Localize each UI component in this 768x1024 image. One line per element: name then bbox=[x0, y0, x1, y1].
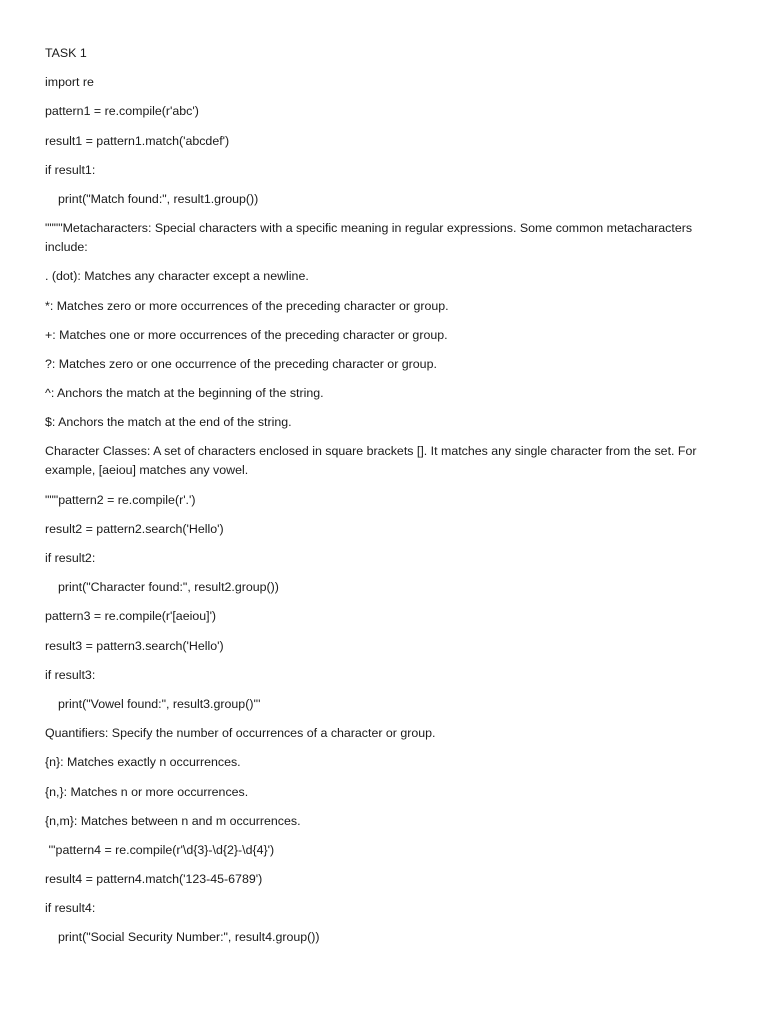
code-line: if result2: bbox=[45, 551, 96, 565]
code-line: import re bbox=[45, 75, 94, 90]
code-line: result2 = pattern2.search('Hello') bbox=[45, 521, 224, 536]
code-line: result4 = pattern4.match('123-45-6789') bbox=[45, 872, 263, 887]
text-line: {n,}: Matches n or more occurrences. bbox=[45, 784, 249, 799]
code-line: if result4: bbox=[45, 901, 96, 916]
text-line: ^: Anchors the match at the beginning of the string. bbox=[45, 386, 324, 401]
code-line-indented: print("Character found:", result2.group()) bbox=[58, 580, 279, 595]
text-line: {n,m}: Matches between n and m occurrences. bbox=[45, 813, 301, 828]
text-line: ?: Matches zero or one occurrence of the preceding character or group. bbox=[45, 356, 437, 371]
text-paragraph: """"Metacharacters: Special characters with a specific meaning in regular expressions. Some common metacharacters include: bbox=[45, 221, 696, 255]
text-line: {n}: Matches exactly n occurrences. bbox=[45, 755, 241, 770]
code-line: if result1: bbox=[45, 162, 96, 177]
code-line: pattern1 = re.compile(r'abc') bbox=[45, 104, 199, 119]
text-line-task-heading: TASK 1 bbox=[45, 46, 87, 60]
code-line-indented: print("Vowel found:", result3.group()''' bbox=[58, 696, 261, 711]
document-body bbox=[45, 44, 715, 958]
code-line: """pattern2 = re.compile(r'.') bbox=[45, 492, 196, 507]
text-paragraph: Character Classes: A set of characters enclosed in square brackets []. It matches any single character from the set. For example, [aeiou] matches any vowel. bbox=[45, 444, 700, 478]
text-line: +: Matches one or more occurrences of the preceding character or group. bbox=[45, 327, 448, 342]
code-line: if result3: bbox=[45, 667, 96, 682]
code-line: result3 = pattern3.search('Hello') bbox=[45, 638, 224, 653]
code-line: result1 = pattern1.match('abcdef') bbox=[45, 133, 230, 148]
code-line-indented: print("Match found:", result1.group()) bbox=[58, 191, 259, 206]
code-line: '''pattern4 = re.compile(r'\d{3}-\d{2}-\d{4}') bbox=[45, 842, 275, 857]
text-line: *: Matches zero or more occurrences of the preceding character or group. bbox=[45, 298, 449, 313]
text-line: $: Anchors the match at the end of the string. bbox=[45, 415, 292, 430]
code-line-indented: print("Social Security Number:", result4.group()) bbox=[58, 930, 320, 945]
code-line: pattern3 = re.compile(r'[aeiou]') bbox=[45, 609, 217, 624]
text-line: Quantifiers: Specify the number of occurrences of a character or group. bbox=[45, 726, 436, 741]
text-line: . (dot): Matches any character except a newline. bbox=[45, 269, 309, 284]
